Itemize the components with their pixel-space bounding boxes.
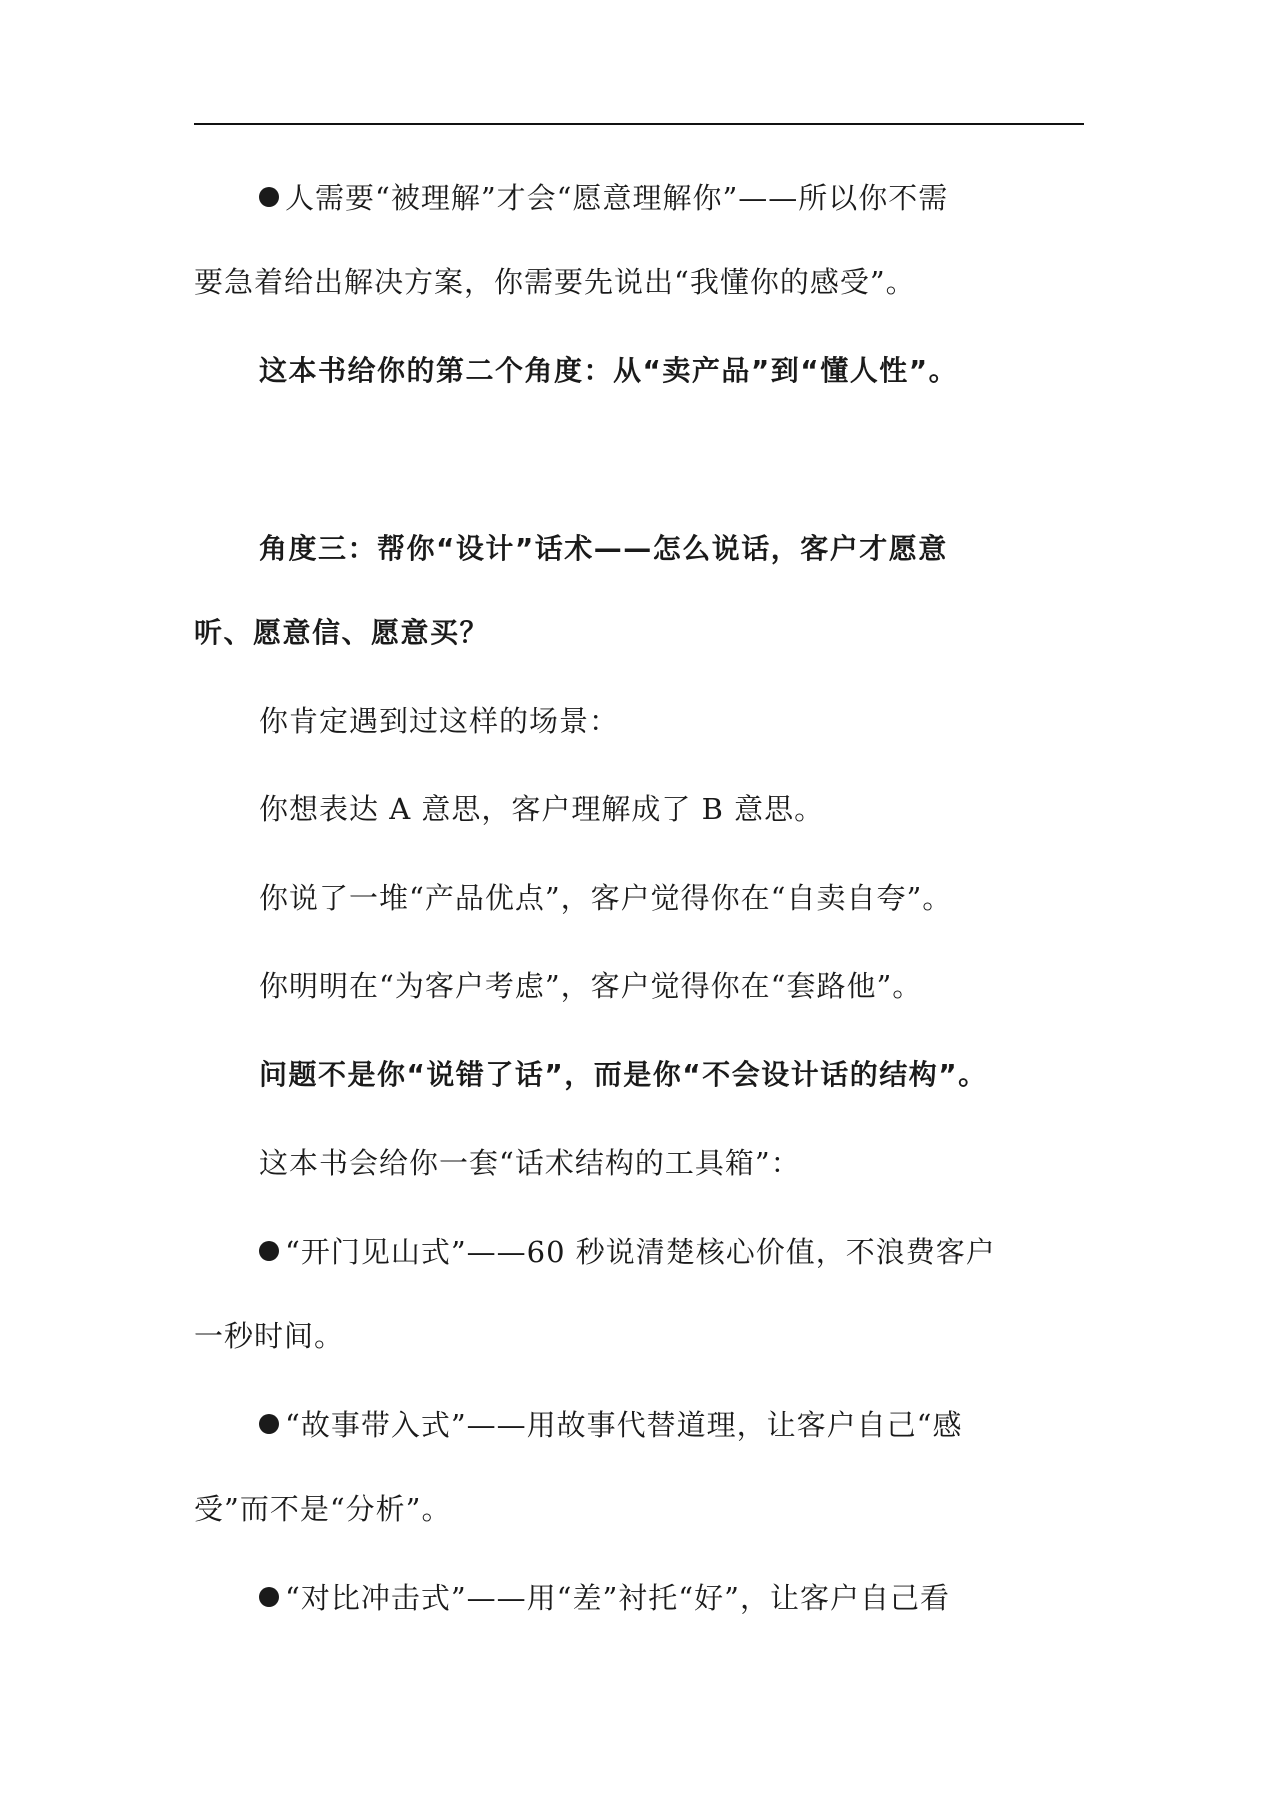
text-line: 一秒时间。 [194, 1319, 345, 1353]
bullet-icon [259, 1241, 279, 1261]
text-line: 你明明在“为客户考虑”，客户觉得你在“套路他”。 [259, 969, 923, 1003]
text-line: 你肯定遇到过这样的场景： [259, 704, 620, 738]
bullet-paragraph-line [259, 1232, 996, 1272]
text-line: 你想表达 A 意思，客户理解成了 B 意思。 [259, 792, 825, 826]
text-line: 人需要“被理解”才会“愿意理解你”——所以你不需 [285, 181, 949, 215]
section-heading-line: 听、愿意信、愿意买？ [194, 616, 490, 649]
bullet-icon [259, 187, 279, 207]
header-rule [194, 123, 1084, 125]
bold-summary-line: 问题不是你“说错了话”，而是你“不会设计话的结构”。 [259, 1058, 988, 1091]
bullet-icon [259, 1587, 279, 1607]
bullet-paragraph-line [259, 178, 948, 218]
bullet-paragraph-line [259, 1578, 950, 1618]
text-line: 你说了一堆“产品优点”，客户觉得你在“自卖自夸”。 [259, 881, 953, 915]
text-line: “开门见山式”——60 秒说清楚核心价值，不浪费客户 [285, 1235, 996, 1269]
text-line: 这本书会给你一套“话术结构的工具箱”： [259, 1146, 801, 1180]
section-heading-line: 角度三：帮你“设计”话术——怎么说话，客户才愿意 [259, 532, 948, 565]
text-line: 受”而不是“分析”。 [194, 1492, 452, 1526]
bullet-icon [259, 1414, 279, 1434]
bold-summary-line: 这本书给你的第二个角度：从“卖产品”到“懂人性”。 [259, 354, 959, 387]
text-line: “对比冲击式”——用“差”衬托“好”，让客户自己看 [285, 1581, 950, 1615]
text-line: “故事带入式”——用故事代替道理，让客户自己“感 [285, 1408, 963, 1442]
bullet-paragraph-line [259, 1405, 962, 1445]
text-line: 要急着给出解决方案，你需要先说出“我懂你的感受”。 [194, 265, 916, 299]
